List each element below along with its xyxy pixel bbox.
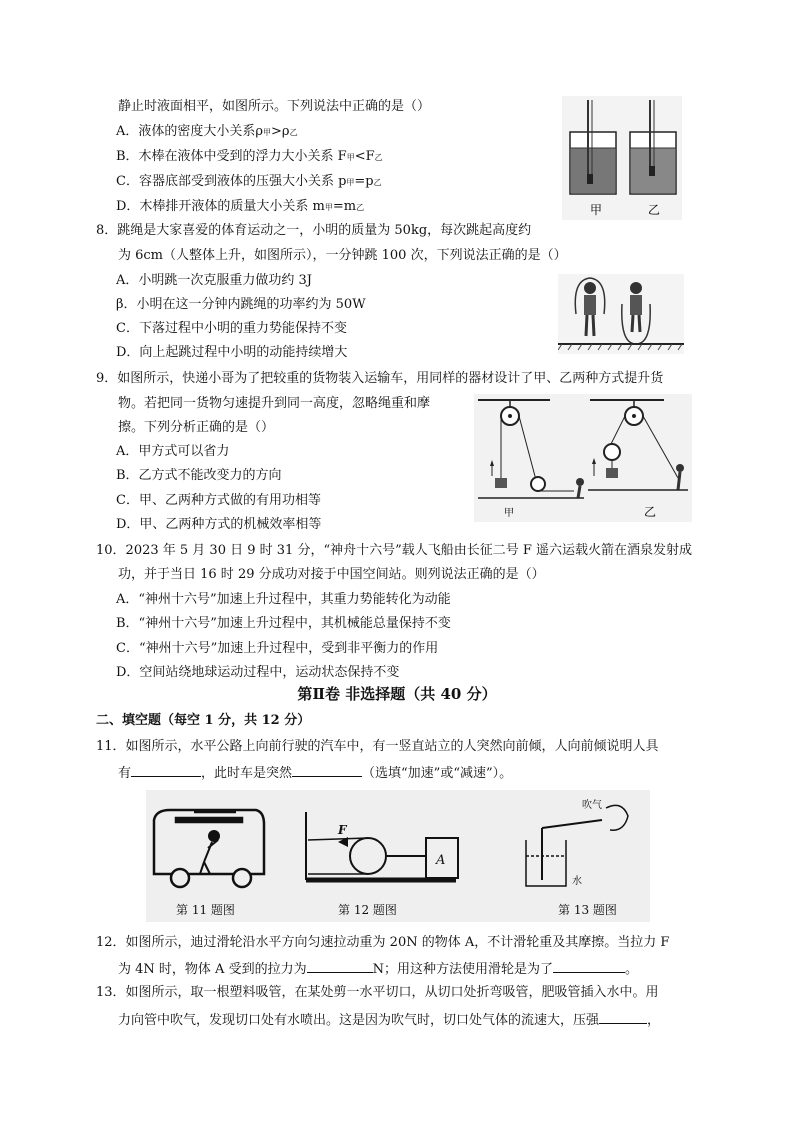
fig13-label-water: 水 [572, 876, 582, 887]
q11-blank-1[interactable] [131, 762, 201, 777]
q8-option-c: C．下落过程中小明的重力势能保持不变 [116, 321, 347, 336]
q9-option-a: A．甲方式可以省力 [116, 444, 230, 459]
q9-option-c: C．甲、乙两种方式做的有用功相等 [116, 493, 321, 508]
q9-line1: 9．如图所示，快递小哥为了把较重的货物装入运输车，用同样的器材设计了甲、乙两种方式提升货 [96, 371, 664, 386]
q7-fig-label-left: 甲 [590, 203, 603, 217]
fig13-caption: 第 13 题图 [558, 903, 617, 917]
fig12-label-a: A [436, 853, 446, 868]
q9-fig-label-left: 甲 [504, 508, 514, 519]
section-title: 第Ⅱ卷 非选择题（共 40 分） [297, 685, 497, 703]
q11-line1: 11．如图所示，水平公路上向前行驶的汽车中，有一竖直站立的人突然向前倾，人向前倾说明人具 [96, 739, 659, 754]
q8-line2: 为 6cm（人整体上升，如图所示），一分钟跳 100 次，下列说法正确的是（） [118, 248, 567, 263]
q11-line2: 有 ，此时车是突然 （选填“加速”或“减速”）。 [118, 762, 512, 783]
figures-strip [146, 790, 650, 922]
q7-option-a: A．液体的密度大小关系ρ甲>ρ乙 [116, 124, 298, 139]
q8-line1: 8．跳绳是大家喜爱的体育运动之一，小明的质量为 50kg，每次跳起高度约 [96, 223, 532, 238]
q7-figure [562, 96, 682, 220]
q9-figure [474, 394, 692, 522]
fig12-label-f: F [338, 823, 347, 837]
q12-blank-1[interactable] [307, 958, 373, 973]
q9-line3: 擦。下列分析正确的是（） [118, 420, 275, 435]
q10-option-b: B．“神州十六号”加速上升过程中，其机械能总量保持不变 [116, 616, 451, 631]
q7-option-b: B．木棒在液体中受到的浮力大小关系 F甲<F乙 [116, 149, 383, 164]
part-heading: 二、填空题（每空 1 分，共 12 分） [96, 713, 311, 728]
q8-figure [558, 274, 684, 354]
q12-line2: 为 4N 时，物体 A 受到的拉力为 N；用这种方法使用滑轮是为了 。 [118, 958, 638, 979]
q10-option-d: D．空间站绕地球运动过程中，运动状态保持不变 [116, 665, 400, 680]
q9-line2: 物。若把同一货物匀速提升到同一高度，忽略绳重和摩 [118, 396, 431, 411]
q8-option-d: D．向上起跳过程中小明的动能持续增大 [116, 345, 348, 360]
q10-option-a: A．“神州十六号”加速上升过程中，其重力势能转化为动能 [116, 592, 451, 607]
q11-blank-2[interactable] [292, 762, 362, 777]
q10-line2: 功，并于当日 16 时 29 分成功对接于中国空间站。则列说法正确的是（） [118, 567, 545, 582]
q8-option-b: β．小明在这一分钟内跳绳的功率约为 50W [116, 297, 366, 312]
fig11-caption: 第 11 题图 [176, 903, 235, 917]
q12-blank-2[interactable] [553, 958, 625, 973]
q12-line1: 12．如图所示，迪过滑轮沿水平方向匀速拉动重为 20N 的物体 A，不计滑轮重及其摩擦。当拉力 F [96, 935, 670, 950]
q9-option-b: B．乙方式不能改变力的方向 [116, 468, 282, 483]
q7-stem: 静止时液面相平，如图所示。下列说法中正确的是（） [118, 99, 431, 114]
fig12-caption: 第 12 题图 [338, 903, 397, 917]
q7-fig-label-right: 乙 [648, 203, 661, 217]
q13-blank-1[interactable] [599, 1009, 647, 1024]
q10-line1: 10．2023 年 5 月 30 日 9 时 31 分，“神舟十六号”载人飞船由长征二号 F 遥六运载火箭在酒泉发射成 [96, 543, 693, 558]
q7-option-c: C．容器底部受到液体的压强大小关系 p甲=p乙 [116, 174, 382, 189]
q9-fig-label-right: 乙 [644, 505, 657, 519]
q10-option-c: C．“神州十六号”加速上升过程中，受到非平衡力的作用 [116, 641, 439, 656]
q13-line2: 力向管中吹气，发现切口处有水喷出。这是因为吹气时，切口处气体的流速大，压强 ， [118, 1009, 660, 1030]
q8-option-a: A．小明跳一次克服重力做功约 3J [116, 273, 313, 288]
q13-line1: 13．如图所示，取一根塑料吸管，在某处剪一水平切口，从切口处折弯吸管，肥吸管插入水中。用 [96, 985, 659, 1000]
q9-option-d: D．甲、乙两种方式的机械效率相等 [116, 517, 322, 532]
q7-option-d: D．木棒排开液体的质量大小关系 m甲=m乙 [116, 199, 365, 214]
fig13-label-blow: 吹气 [582, 800, 602, 811]
